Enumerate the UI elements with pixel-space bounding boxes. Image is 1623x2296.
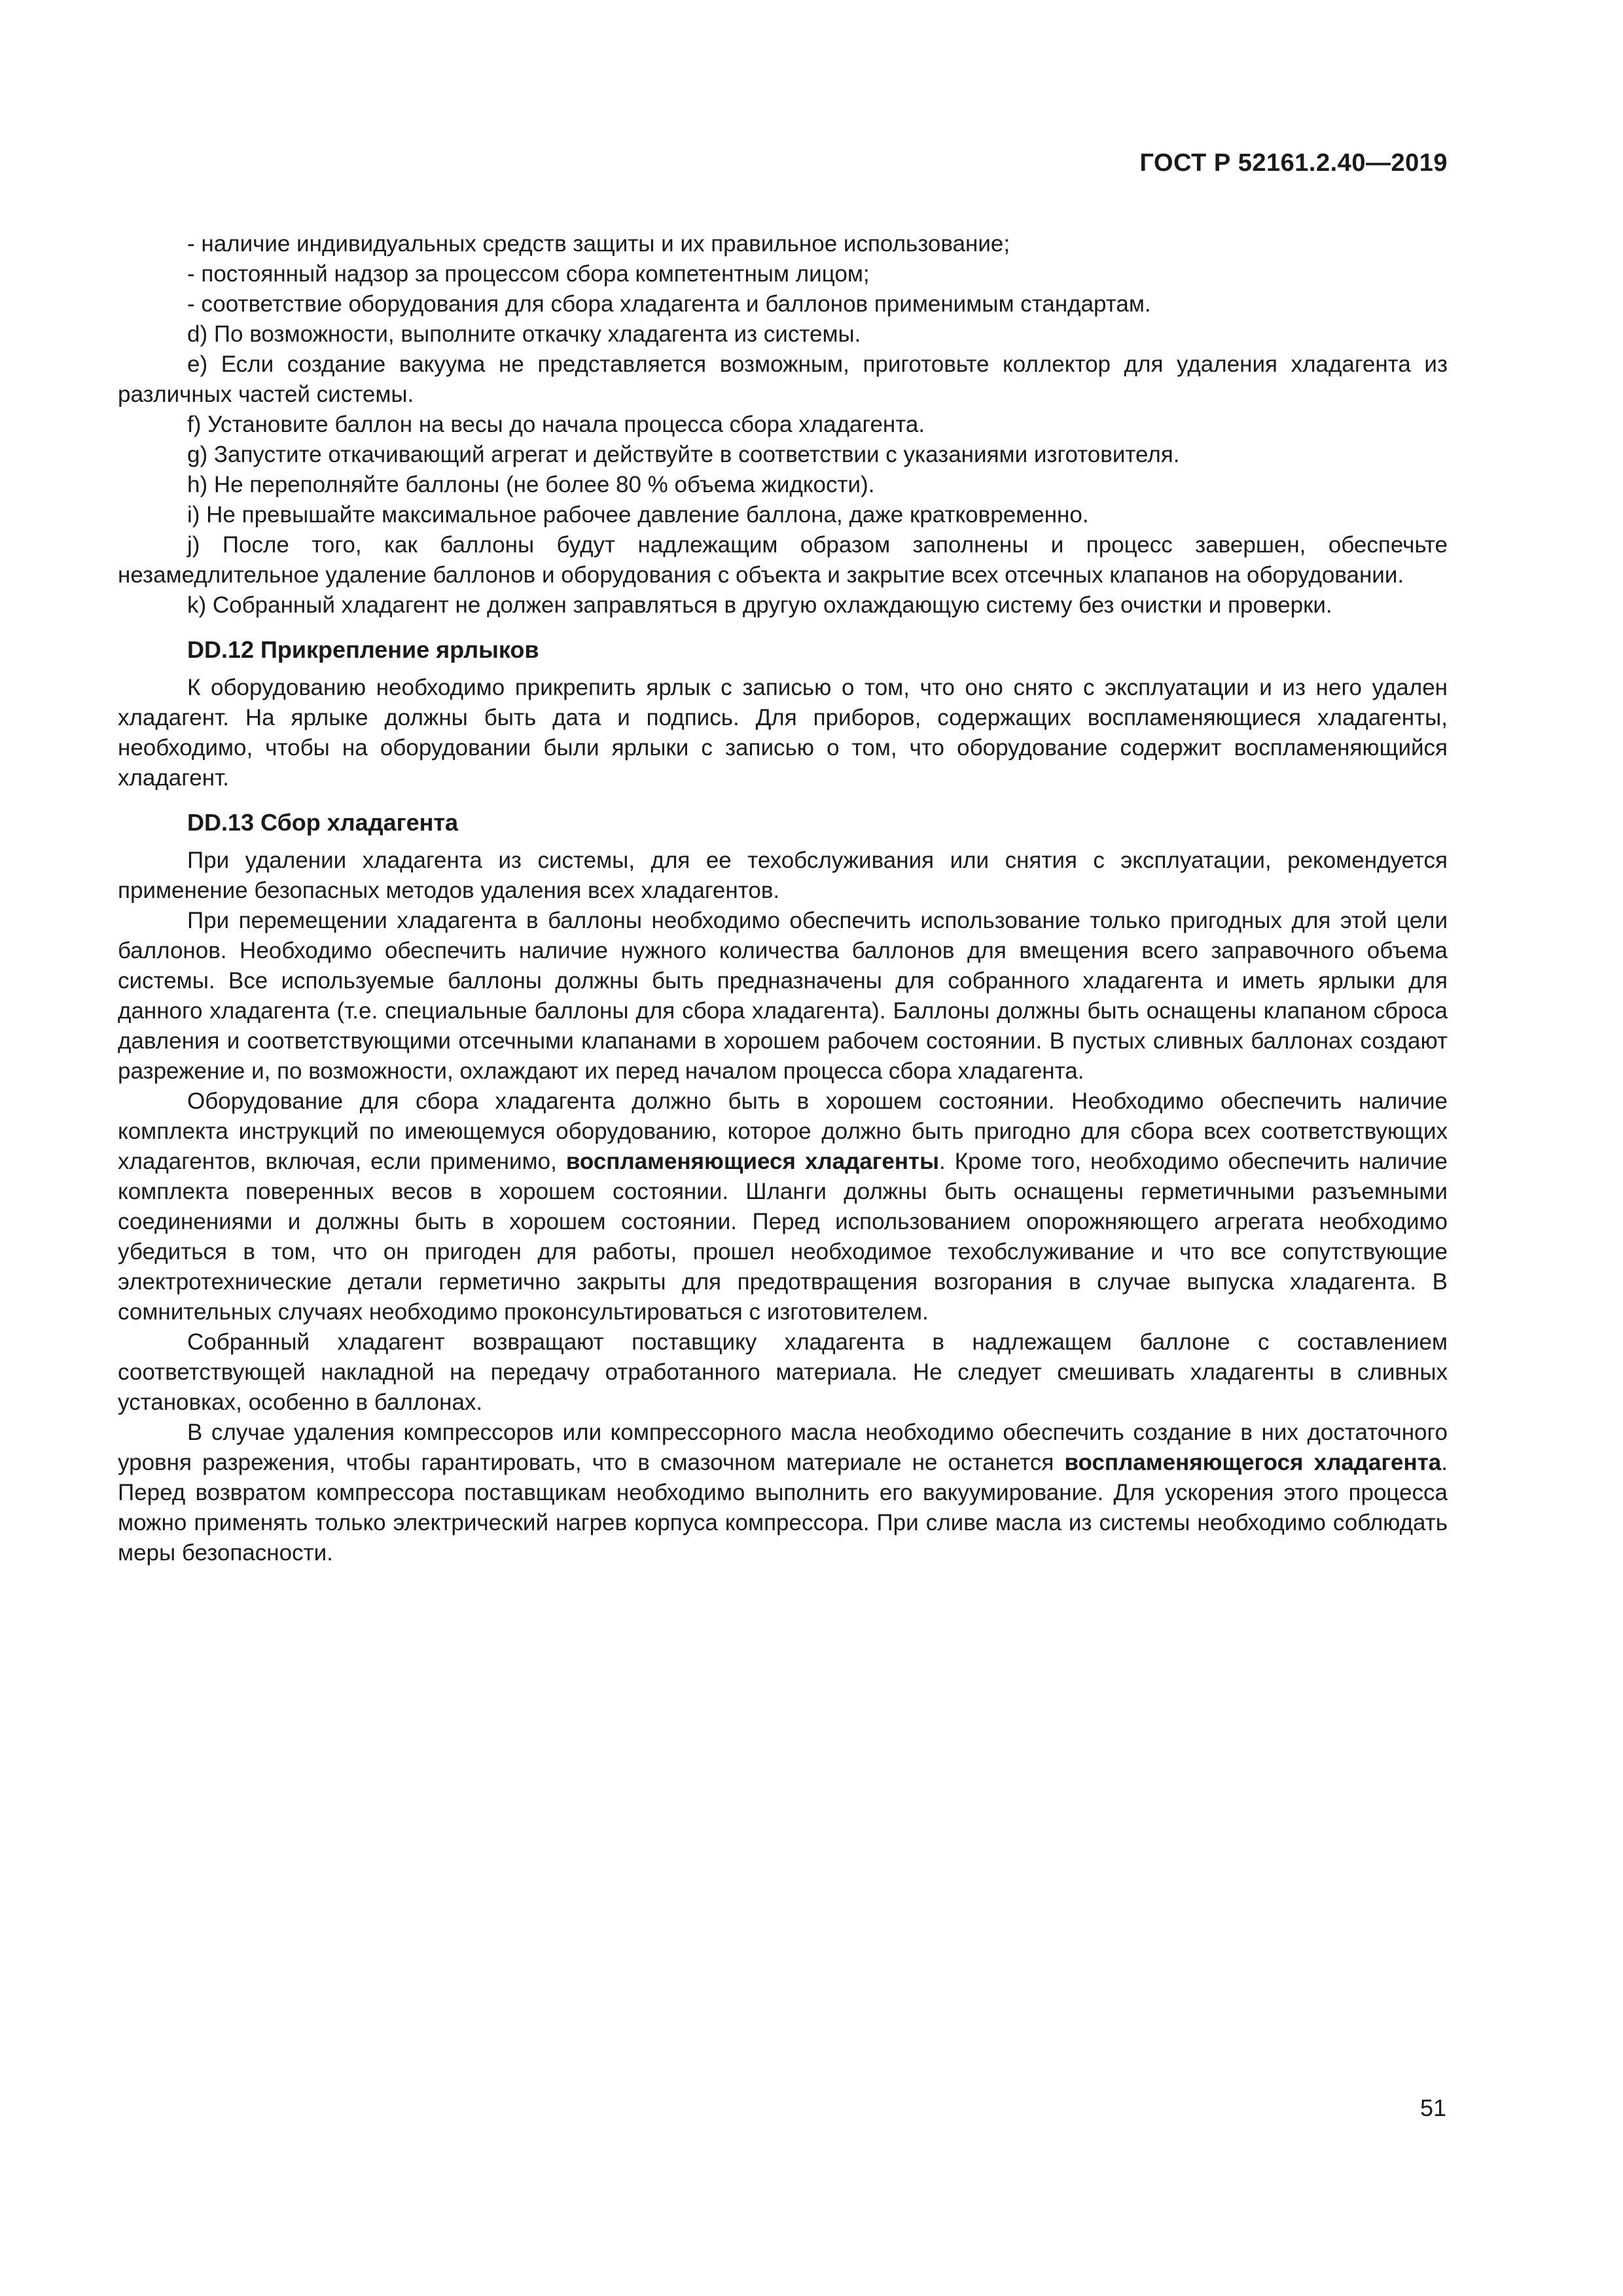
list-item: e) Если создание вакуума не представляется возможным, приготовьте коллектор для удаления хладагента из различных частей системы. bbox=[118, 351, 1448, 407]
list-item: i) Не превышайте максимальное рабочее давление баллона, даже кратковременно. bbox=[187, 502, 1089, 528]
list-item: - наличие индивидуальных средств защиты и их правильное использование; bbox=[187, 231, 1010, 257]
standard-code-header: ГОСТ Р 52161.2.40—2019 bbox=[1139, 149, 1448, 177]
list-item: j) После того, как баллоны будут надлежащим образом заполнены и процесс завершен, обеспечьте незамедлительное удаление баллонов и оборудования с объекта и закрытие всех отсечных клапанов на оборудовании. bbox=[118, 532, 1448, 588]
paragraph-dd13-4: Собранный хладагент возвращают поставщику хладагента в надлежащем баллоне с составлением соответствующей накладной на передачу отработанного материала. Не следует смешивать хладагенты в сливных установках, особенно в баллонах. bbox=[118, 1329, 1448, 1415]
list-item: g) Запустите откачивающий агрегат и действуйте в соответствии с указаниями изготовителя. bbox=[187, 442, 1180, 467]
list-item: h) Не переполняйте баллоны (не более 80 % объема жидкости). bbox=[187, 472, 875, 497]
bold-term: воспламеняющегося хладагента bbox=[1064, 1450, 1442, 1475]
section-heading-dd13: DD.13 Сбор хладагента bbox=[187, 809, 458, 836]
paragraph-dd13-3 bbox=[118, 1086, 1448, 1327]
text-run: В случае удаления компрессоров или компрессорного масла необходимо обеспечить создание в них достаточного уровня разрежения, чтобы гарантировать, что в смазочном материале не останется bbox=[118, 1420, 1448, 1475]
list-item: - соответствие оборудования для сбора хладагента и баллонов применимым стандартам. bbox=[187, 291, 1151, 317]
text-run: . Перед возвратом компрессора поставщикам необходимо выполнить его вакуумирование. Для ускорения этого процесса можно применять только электрический нагрев корпуса компрессора. При сливе масла из системы необходимо соблюдать меры безопасности. bbox=[118, 1450, 1448, 1566]
paragraph-dd13-1: При удалении хладагента из системы, для ее техобслуживания или снятия с эксплуатации, рекомендуется применение безопасных методов удаления всех хладагентов. bbox=[118, 848, 1448, 903]
page-number: 51 bbox=[1419, 2094, 1446, 2121]
list-item: f) Установите баллон на весы до начала процесса сбора хладагента. bbox=[187, 412, 925, 437]
paragraph-dd13-5 bbox=[118, 1418, 1448, 1568]
text-run: Оборудование для сбора хладагента должно быть в хорошем состоянии. Необходимо обеспечить наличие комплекта инструкций по имеющемуся оборудованию, которое должно быть пригодно для сбора всех соответствующих хладагентов, включая, если применимо, bbox=[118, 1088, 1448, 1174]
list-item: d) По возможности, выполните откачку хладагента из системы. bbox=[187, 321, 861, 347]
text-run: . Кроме того, необходимо обеспечить наличие комплекта поверенных весов в хорошем состоянии. Шланги должны быть оснащены герметичными разъемными соединениями и должны быть в хорошем состоянии. Перед использованием опорожняющего агрегата необходимо убедиться в том, что он пригоден для работы, прошел необходимое техобслуживание и что все сопутствующие электротехнические детали герметично закрыты для предотвращения возгорания в случае выпуска хладагента. В сомнительных случаях необходимо проконсультироваться с изготовителем. bbox=[118, 1149, 1448, 1325]
paragraph-dd13-2: При перемещении хладагента в баллоны необходимо обеспечить использование только пригодных для этой цели баллонов. Необходимо обеспечить наличие нужного количества баллонов для вмещения всего заправочного объема системы. Все используемые баллоны должны быть предназначены для собранного хладагента и иметь ярлыки для данного хладагента (т.е. специальные баллоны для сбора хладагента). Баллоны должны быть оснащены клапаном сброса давления и соответствующими отсечными клапанами в хорошем рабочем состоянии. В пустых сливных баллонах создают разрежение и, по возможности, охлаждают их перед началом процесса сбора хладагента. bbox=[118, 908, 1448, 1084]
list-item: k) Собранный хладагент не должен заправляться в другую охлаждающую систему без очистки и проверки. bbox=[187, 592, 1332, 618]
list-item: - постоянный надзор за процессом сбора компетентным лицом; bbox=[187, 261, 870, 287]
section-heading-dd12: DD.12 Прикрепление ярлыков bbox=[187, 636, 539, 663]
paragraph-dd12: К оборудованию необходимо прикрепить ярлык с записью о том, что оно снято с эксплуатации и из него удален хладагент. На ярлыке должны быть дата и подпись. Для приборов, содержащих воспламеняющиеся хладагенты, необходимо, чтобы на оборудовании были ярлыки с записью о том, что оборудование содержит воспламеняющийся хладагент. bbox=[118, 675, 1448, 791]
bold-term: воспламеняющиеся хладагенты bbox=[565, 1149, 940, 1174]
document-body bbox=[118, 229, 1448, 1568]
